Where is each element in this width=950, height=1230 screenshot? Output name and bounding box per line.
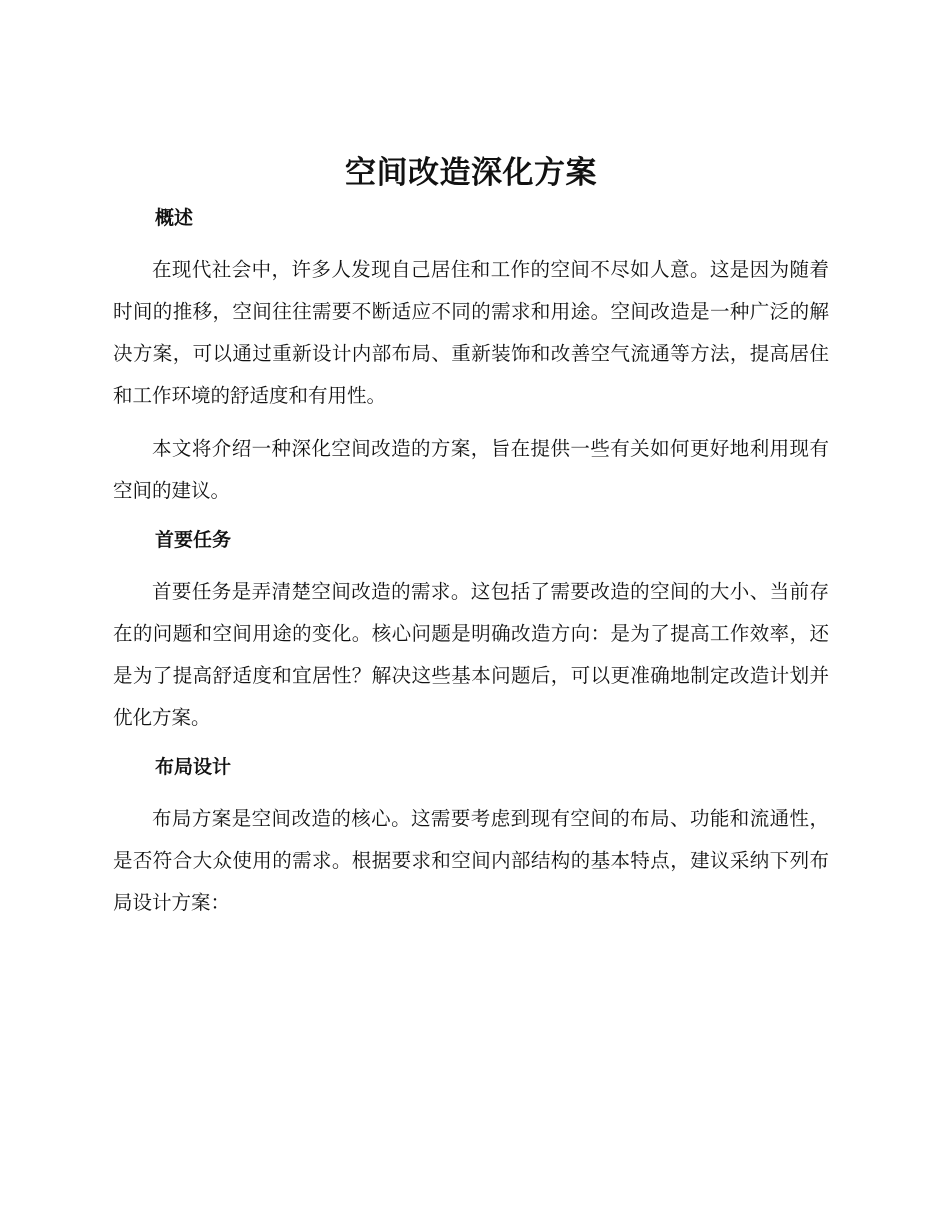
paragraph-primary-task-1: 首要任务是弄清楚空间改造的需求。这包括了需要改造的空间的大小、当前存在的问题和空间用途的变化。核心问题是明确改造方向：是为了提高工作效率，还是为了提高舒适度和宜居性？解决这些基本问题后，可以更准确地制定改造计划并优化方案。 (113, 580, 829, 729)
section-heading-primary-task: 首要任务 (155, 529, 232, 551)
paragraph-layout-design-1: 布局方案是空间改造的核心。这需要考虑到现有空间的布局、功能和流通性，是否符合大众使用的需求。根据要求和空间内部结构的基本特点，建议采纳下列布局设计方案： (113, 807, 829, 914)
document-title: 空间改造深化方案 (345, 155, 597, 191)
document-page (113, 148, 829, 924)
section-heading-overview: 概述 (155, 207, 194, 229)
paragraph-overview-1: 在现代社会中，许多人发现自己居住和工作的空间不尽如人意。这是因为随着时间的推移，空间往往需要不断适应不同的需求和用途。空间改造是一种广泛的解决方案，可以通过重新设计内部布局、重新装饰和改善空气流通等方法，提高居住和工作环境的舒适度和有用性。 (113, 258, 829, 407)
paragraph-overview-2: 本文将介绍一种深化空间改造的方案，旨在提供一些有关如何更好地利用现有空间的建议。 (113, 437, 829, 502)
section-heading-layout-design: 布局设计 (155, 756, 232, 778)
